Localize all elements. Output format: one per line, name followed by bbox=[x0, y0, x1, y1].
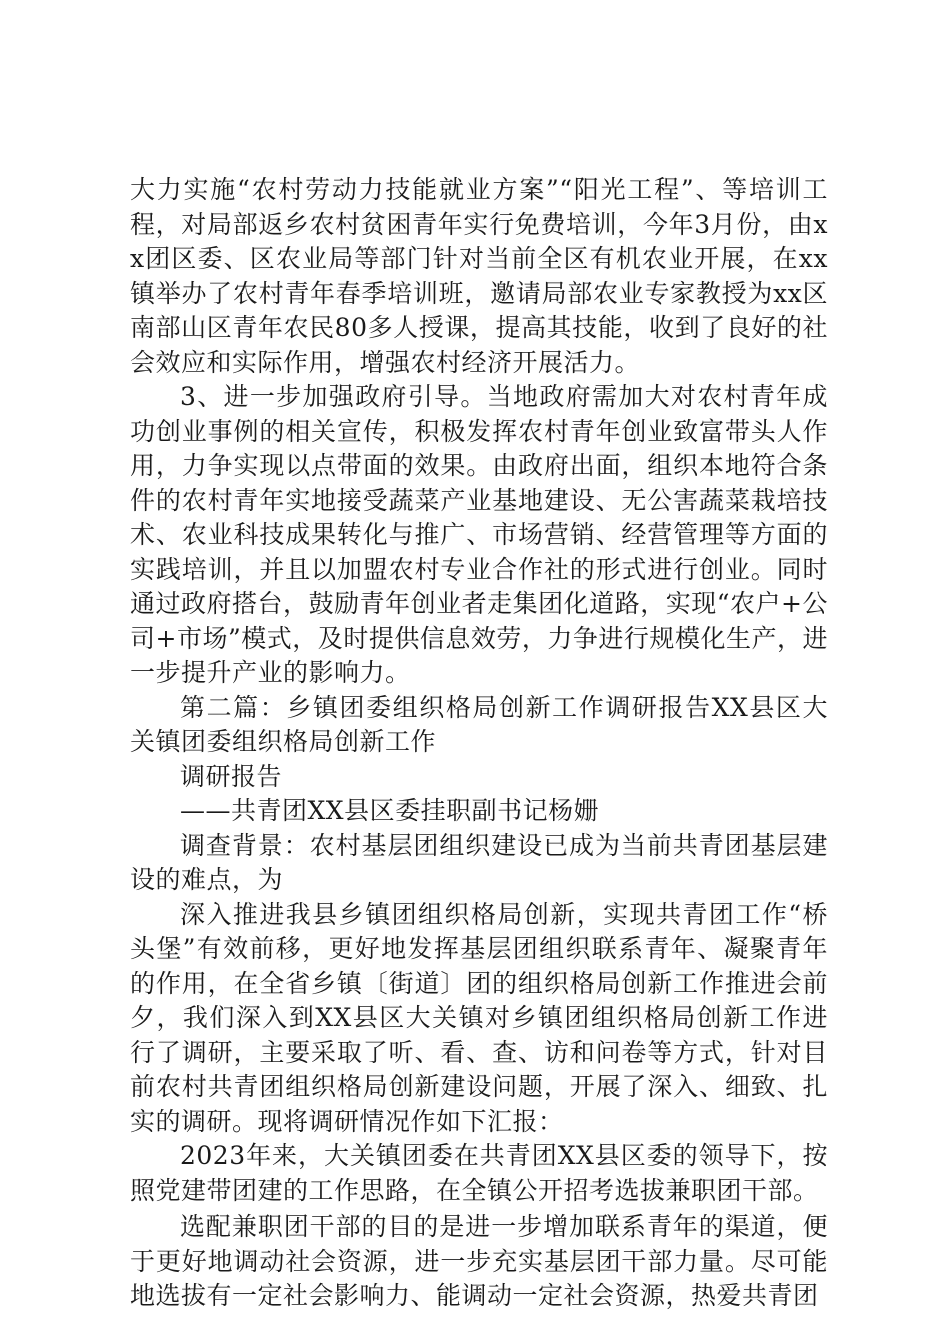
paragraph-chapter-two-title: 第二篇：乡镇团委组织格局创新工作调研报告XX县区大关镇团委组织格局创新工作 bbox=[130, 692, 828, 756]
paragraph-cadre-selection: 选配兼职团干部的目的是进一步增加联系青年的渠道，便于更好地调动社会资源，进一步充实基层团干部力量。尽可能地选拔有一定社会影响力、能调动一定社会资源，热爱共青团 bbox=[130, 1212, 828, 1310]
paragraph-research-intro: 深入推进我县乡镇团组织格局创新，实现共青团工作“桥头堡”有效前移，更好地发挥基层团组织联系青年、凝聚青年的作用，在全省乡镇〔街道〕团的组织格局创新工作推进会前夕，我们深入到XX县区大关镇对乡镇团组织格局创新工作进行了调研，主要采取了听、看、查、访和问卷等方式，针对目前农村共青团组织格局创新建设问题，开展了深入、细致、扎实的调研。现将调研情况作如下汇报： bbox=[130, 899, 828, 1136]
paragraph-training: 大力实施“农村劳动力技能就业方案”“阳光工程”、等培训工程，对局部返乡农村贫困青年实行免费培训，今年3月份，由xx团区委、区农业局等部门针对当前全区有机农业开展，在xx镇举办了农村青年春季培训班，邀请局部农业专家教授为xx区南部山区青年农民80多人授课，提高其技能，收到了良好的社会效应和实际作用，增强农村经济开展活力。 bbox=[130, 175, 828, 377]
paragraph-since-2023: 2023年来，大关镇团委在共青团XX县区委的领导下，按照党建带团建的工作思路，在全镇公开招考选拔兼职团干部。 bbox=[130, 1141, 828, 1205]
paragraph-background: 调查背景：农村基层团组织建设已成为当前共青团基层建设的难点，为 bbox=[130, 830, 828, 894]
paragraph-government-guidance: 3、进一步加强政府引导。当地政府需加大对农村青年成功创业事例的相关宣传，积极发挥农村青年创业致富带头人作用，力争实现以点带面的效果。由政府出面，组织本地符合条件的农村青年实地接受蔬菜产业基地建设、无公害蔬菜栽培技术、农业科技成果转化与推广、市场营销、经营管理等方面的实践培训，并且以加盟农村专业合作社的形式进行创业。同时通过政府搭台，鼓励青年创业者走集团化道路，实现“农户+公司+市场”模式，及时提供信息效劳，力争进行规模化生产，进一步提升产业的影响力。 bbox=[130, 382, 828, 687]
document-body bbox=[130, 173, 828, 1314]
paragraph-author: ——共青团XX县区委挂职副书记杨姗 bbox=[180, 796, 600, 825]
paragraph-report-heading: 调研报告 bbox=[180, 761, 283, 791]
